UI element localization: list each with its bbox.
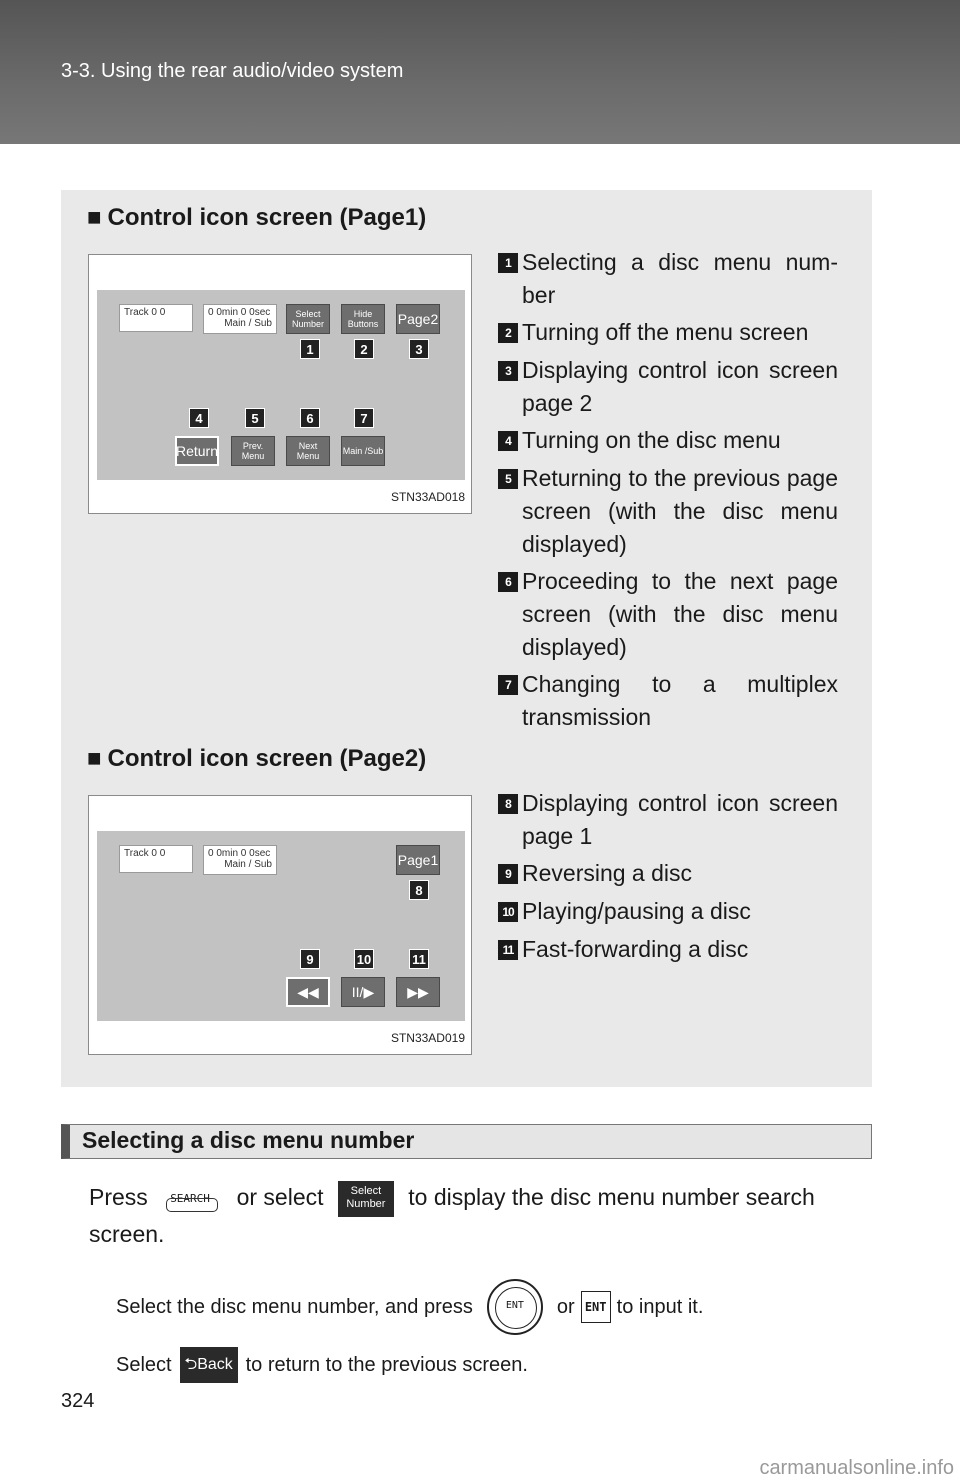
instruction-paragraph: Press SEARCH or select Select Number to display the disc menu number search screen. — [89, 1180, 869, 1251]
page2-heading: ■ Control icon screen (Page2) — [87, 745, 427, 772]
section-title: Selecting a disc menu number — [82, 1127, 415, 1153]
callout-11: 11 — [409, 949, 429, 969]
callout-2: 2 — [354, 339, 374, 359]
callout-4: 4 — [189, 408, 209, 428]
page2-button: Page2 — [396, 304, 440, 334]
callout-7: 7 — [354, 408, 374, 428]
play-pause-button: II/▶ — [341, 977, 385, 1007]
rewind-button: ◀◀ — [286, 977, 330, 1007]
page-number: 324 — [61, 1390, 95, 1412]
page2-screen — [97, 831, 465, 1021]
page1-item-5: 5 Returning to the previous page screen (with the disc menu displayed) — [498, 462, 838, 561]
callout-6: 6 — [300, 408, 320, 428]
image-code: STN33AD018 — [390, 490, 465, 504]
search-key-icon: SEARCH — [162, 1182, 222, 1216]
page1-button: Page1 — [396, 845, 440, 875]
image-code: STN33AD019 — [390, 1031, 465, 1045]
page1-screenshot — [88, 254, 472, 514]
watermark: carmanualsonline.info — [759, 1457, 954, 1479]
input-instruction: Select the disc menu number, and press ENT or ENT to input it. — [116, 1279, 703, 1335]
page1-screen — [97, 290, 465, 480]
hide-buttons-button: Hide Buttons — [341, 304, 385, 334]
track-display: Track 0 0 — [119, 845, 193, 873]
page1-item-4: 4 Turning on the disc menu — [498, 424, 838, 457]
time-display: 0 0min 0 0sec Main / Sub — [203, 845, 277, 875]
back-instruction: Select ⮌Back to return to the previous screen. — [116, 1347, 528, 1383]
page-header — [0, 0, 960, 144]
page2-item-9: 9 Reversing a disc — [498, 857, 838, 890]
return-button: Return — [175, 436, 219, 466]
square-bullet-icon: ■ — [87, 745, 102, 772]
page1-item-6: 6 Proceeding to the next page screen (with the disc menu displayed) — [498, 565, 838, 664]
callout-3: 3 — [409, 339, 429, 359]
ent-key-icon: ENT — [581, 1291, 611, 1323]
page1-item-2: 2 Turning off the menu screen — [498, 316, 838, 349]
page2-screenshot — [88, 795, 472, 1055]
page1-item-3: 3 Displaying control icon screen page 2 — [498, 354, 838, 420]
callout-8: 8 — [409, 880, 429, 900]
square-bullet-icon: ■ — [87, 204, 102, 231]
time-display: 0 0min 0 0sec Main / Sub — [203, 304, 277, 334]
prev-menu-button: Prev. Menu — [231, 436, 275, 466]
next-menu-button: Next Menu — [286, 436, 330, 466]
page1-heading: ■ Control icon screen (Page1) — [87, 204, 427, 231]
callout-1: 1 — [300, 339, 320, 359]
select-number-button: Select Number — [286, 304, 330, 334]
callout-9: 9 — [300, 949, 320, 969]
page2-item-8: 8 Displaying control icon screen page 1 — [498, 787, 838, 853]
callout-10: 10 — [354, 949, 374, 969]
fast-forward-button: ▶▶ — [396, 977, 440, 1007]
section-breadcrumb: 3-3. Using the rear audio/video system — [61, 60, 404, 82]
select-number-icon: Select Number — [338, 1181, 394, 1217]
back-button-icon: ⮌Back — [180, 1347, 238, 1383]
callout-5: 5 — [245, 408, 265, 428]
page2-item-10: 10 Playing/pausing a disc — [498, 895, 838, 928]
page1-item-7: 7 Changing to a multiplex transmission — [498, 668, 838, 734]
track-display: Track 0 0 — [119, 304, 193, 332]
page1-item-1: 1 Selecting a disc menu num-ber — [498, 246, 838, 312]
ent-knob-icon: ENT — [487, 1279, 543, 1335]
page2-item-11: 11 Fast-forwarding a disc — [498, 933, 838, 966]
section-title-bar — [61, 1124, 872, 1159]
main-sub-button: Main /Sub — [341, 436, 385, 466]
